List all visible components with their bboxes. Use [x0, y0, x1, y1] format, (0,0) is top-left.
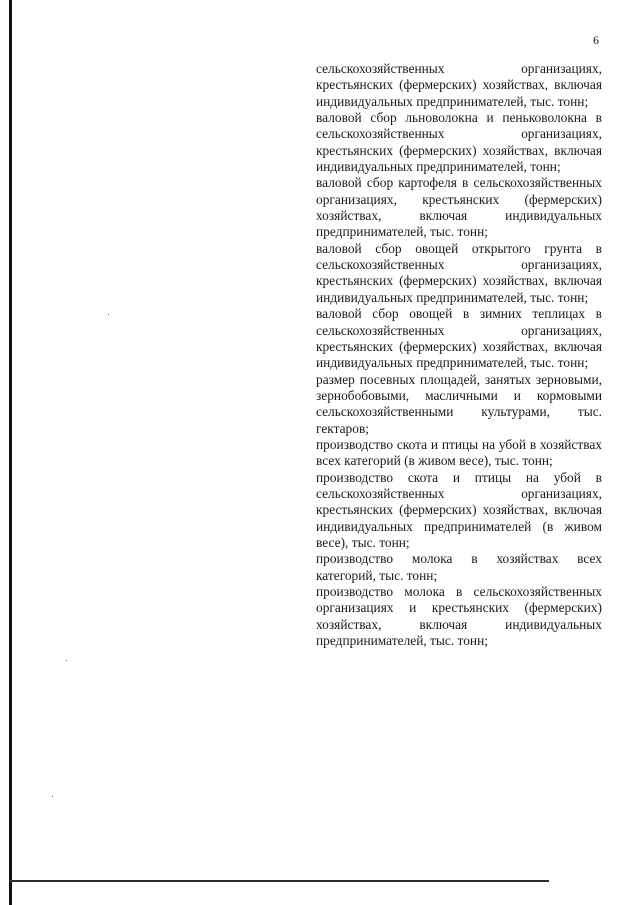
list-item: валовой сбор картофеля в сельскохозяйственных организациях, крестьянских (фермерских) хозяйствах, включая индивидуальных предпринимателей, тыс. тонн;	[316, 175, 602, 240]
list-item: производство молока в сельскохозяйственных организациях и крестьянских (фермерских) хозяйствах, включая индивидуальных предпринимателей, тыс. тонн;	[316, 584, 602, 649]
list-item: валовой сбор овощей в зимних теплицах в сельскохозяйственных организациях, крестьянских (фермерских) хозяйствах, включая индивидуальных предпринимателей, тыс. тонн;	[316, 306, 602, 371]
document-body	[316, 61, 602, 649]
scan-speck	[66, 660, 67, 661]
scan-speck	[52, 796, 53, 797]
list-item: производство скота и птицы на убой в хозяйствах всех категорий (в живом весе), тыс. тонн;	[316, 436, 602, 469]
list-item: валовой сбор льноволокна и пеньковолокна в сельскохозяйственных организациях, крестьянских (фермерских) хозяйствах, включая индивидуальных предпринимателей, тонн;	[316, 110, 602, 175]
scan-speck	[108, 314, 109, 315]
list-item: производство скота и птицы на убой в сельскохозяйственных организациях, крестьянских (фермерских) хозяйствах, включая индивидуальных предпринимателей (в живом весе), тыс. тонн;	[316, 469, 602, 550]
list-item: сельскохозяйственных организациях, крестьянских (фермерских) хозяйствах, включая индивидуальных предпринимателей, тыс. тонн;	[316, 61, 602, 109]
list-item: размер посевных площадей, занятых зерновыми, зернобобовыми, масличными и кормовыми сельскохозяйственными культурами, тыс. гектаров;	[316, 371, 602, 436]
page-number: 6	[593, 33, 599, 47]
page-bottom-border	[9, 880, 549, 882]
list-item: валовой сбор овощей открытого грунта в сельскохозяйственных организациях, крестьянских (фермерских) хозяйствах, включая индивидуальных предпринимателей, тыс. тонн;	[316, 240, 602, 305]
page-left-border	[9, 0, 12, 905]
list-item: производство молока в хозяйствах всех категорий, тыс. тонн;	[316, 551, 602, 583]
